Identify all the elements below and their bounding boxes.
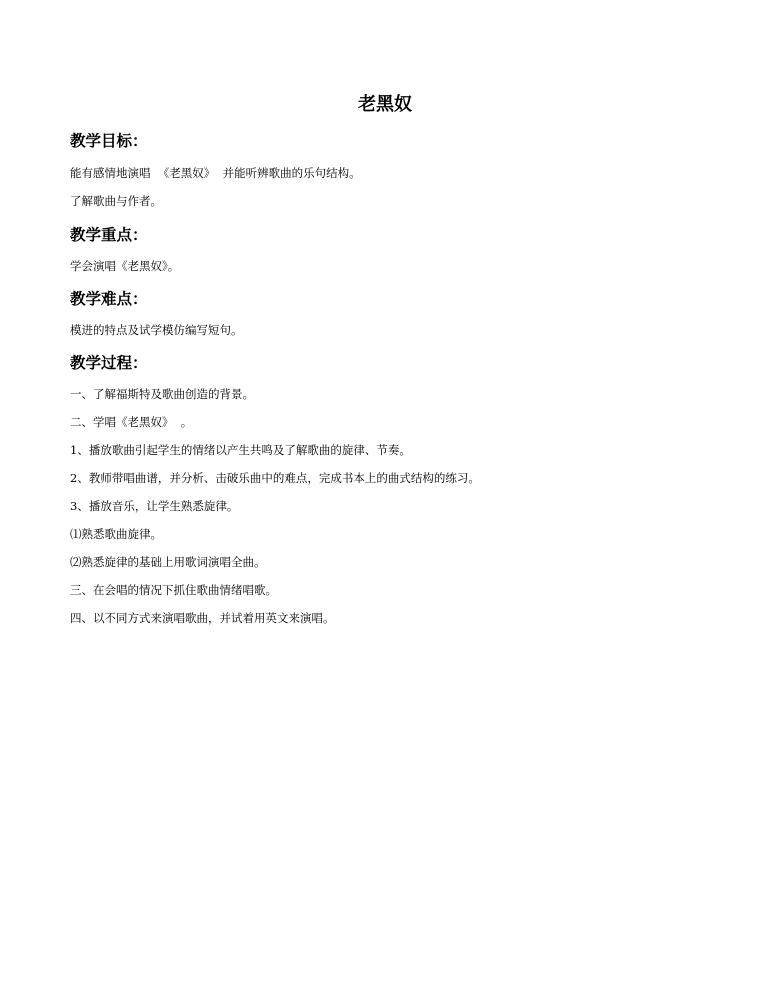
process-line-2: 二、学唱《老黑奴》 。: [70, 415, 193, 429]
process-line-3: 1、播放歌曲引起学生的情绪以产生共鸣及了解歌曲的旋律、节奏。: [70, 443, 411, 457]
process-line-4: 2、教师带唱曲谱，并分析、击破乐曲中的难点，完成书本上的曲式结构的练习。: [70, 471, 480, 485]
process-line-1: 一、了解福斯特及歌曲创造的背景。: [70, 387, 254, 401]
document-title: 老黑奴: [358, 94, 412, 115]
section-heading-key-points: 教学重点：: [70, 226, 148, 244]
objective-line-1: 能有感情地演唱 《老黑奴》 并能听辨歌曲的乐句结构。: [70, 166, 361, 180]
key-point-line-1: 学会演唱《老黑奴》。: [70, 259, 180, 273]
process-line-7: ⑵熟悉旋律的基础上用歌词演唱全曲。: [70, 555, 266, 569]
difficulty-line-1: 模进的特点及试学模仿编写短句。: [70, 323, 243, 337]
section-heading-process: 教学过程：: [70, 354, 148, 372]
process-line-5: 3、播放音乐，让学生熟悉旋律。: [70, 499, 239, 513]
process-line-8: 三、在会唱的情况下抓住歌曲情绪唱歌。: [70, 583, 277, 597]
objective-line-2: 了解歌曲与作者。: [70, 194, 162, 208]
section-heading-objectives: 教学目标：: [70, 132, 148, 150]
process-line-6: ⑴熟悉歌曲旋律。: [70, 527, 162, 541]
section-heading-difficulties: 教学难点：: [70, 290, 148, 308]
process-line-9: 四、以不同方式来演唱歌曲，并试着用英文来演唱。: [70, 611, 335, 625]
